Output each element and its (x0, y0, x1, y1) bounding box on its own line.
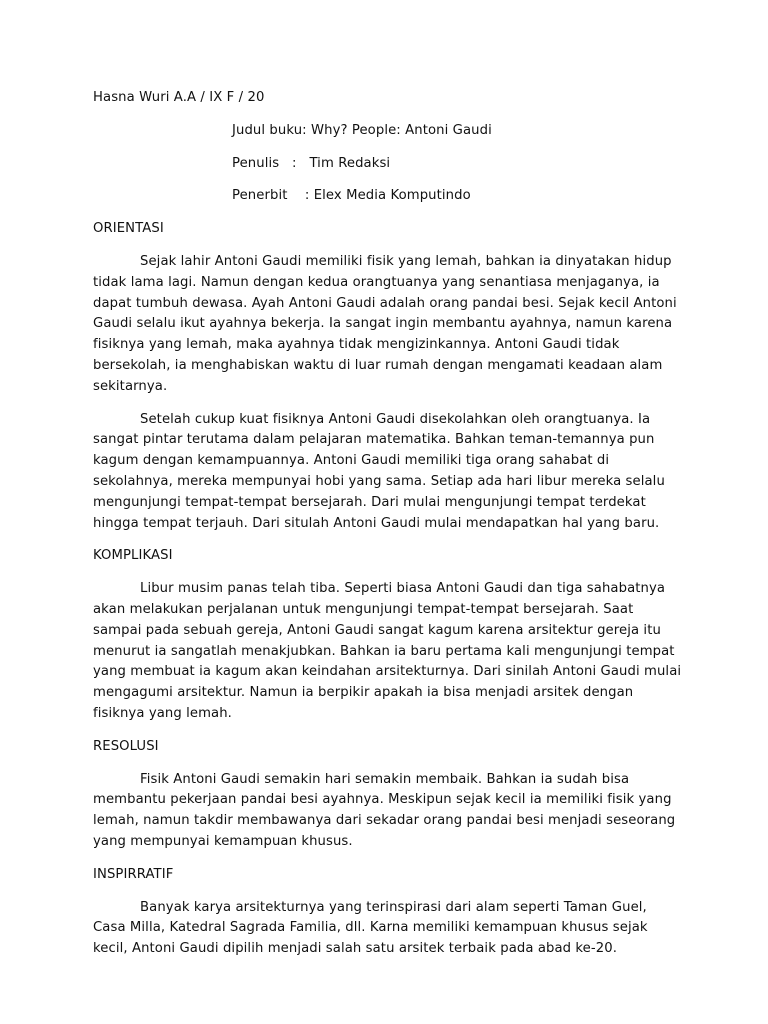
section-heading: ORIENTASI (93, 221, 164, 237)
student-identity: Hasna Wuri A.A / IX F / 20 (93, 90, 265, 105)
section-heading: RESOLUSI (93, 738, 159, 754)
book-title-line: Judul buku: Why? People: Antoni Gaudi (232, 122, 492, 138)
publisher-label: Penerbit (232, 188, 288, 204)
section-inspiratif (93, 865, 683, 960)
book-publisher-line (232, 186, 683, 207)
publisher-separator: : (304, 188, 310, 204)
publisher-value: Elex Media Komputindo (313, 188, 471, 204)
paragraph: Banyak karya arsitekturnya yang terinspirasi dari alam seperti Taman Guel, Casa Milla, Katedral Sagrada Familia, dll. Karna memiliki kemampuan khusus sejak kecil, Antoni Gaudi dipilih menjadi salah satu arsitek terbaik pada abad ke-20. (93, 899, 648, 957)
section-heading: KOMPLIKASI (93, 548, 173, 564)
paragraph: Fisik Antoni Gaudi semakin hari semakin membaik. Bahkan ia sudah bisa membantu pekerjaan pandai besi ayahnya. Meskipun sejak kecil ia memiliki fisik yang lemah, namun takdir membawanya dari sekadar orang pandai besi menjadi seseorang yang mempunyai kemampuan khusus. (93, 771, 676, 849)
section-heading: INSPIRRATIF (93, 866, 174, 882)
book-author-line (232, 154, 683, 175)
paragraph: Libur musim panas telah tiba. Seperti biasa Antoni Gaudi dan tiga sahabatnya akan melakukan perjalanan untuk mengunjungi tempat-tempat bersejarah. Saat sampai pada sebuah gereja, Antoni Gaudi sangat kagum karena arsitektur gereja itu menurut ia sangatlah menakjubkan. Bahkan ia baru pertama kali mengunjungi tempat yang membuat ia kagum akan keindahan arsitekturnya. Dari sinilah Antoni Gaudi mulai mengagumi arsitektur. Namun ia berpikir apakah ia bisa menjadi arsitek dengan fisiknya yang lemah. (93, 581, 682, 721)
author-value: Tim Redaksi (309, 155, 391, 171)
document-body (93, 88, 683, 972)
book-info (232, 121, 683, 207)
section-orientasi (93, 219, 683, 534)
author-label: Penulis (232, 155, 280, 171)
paragraph: Sejak lahir Antoni Gaudi memiliki fisik yang lemah, bahkan ia dinyatakan hidup tidak lama lagi. Namun dengan kedua orangtuanya yang senantiasa menjaganya, ia dapat tumbuh dewasa. Ayah Antoni Gaudi adalah orang pandai besi. Sejak kecil Antoni Gaudi selalu ikut ayahnya bekerja. Ia sangat ingin membantu ayahnya, namun karena fisiknya yang lemah, maka ayahnya tidak mengizinkannya. Antoni Gaudi tidak bersekolah, ia menghabiskan waktu di luar rumah dengan mengamati keadaan alam sekitarnya. (93, 253, 677, 394)
author-separator: : (292, 155, 297, 171)
paragraph: Setelah cukup kuat fisiknya Antoni Gaudi disekolahkan oleh orangtuanya. Ia sangat pintar terutama dalam pelajaran matematika. Bahkan teman-temannya pun kagum dengan kemampuannya. Antoni Gaudi memiliki tiga orang sahabat di sekolahnya, mereka mempunyai hobi yang sama. Setiap ada hari libur mereka selalu mengunjungi tempat-tempat bersejarah. Dari mulai mengunjungi tempat terdekat hingga tempat terjauh. Dari situlah Antoni Gaudi mulai mendapatkan hal yang baru. (93, 411, 665, 531)
section-resolusi (93, 737, 683, 853)
section-komplikasi (93, 546, 683, 724)
